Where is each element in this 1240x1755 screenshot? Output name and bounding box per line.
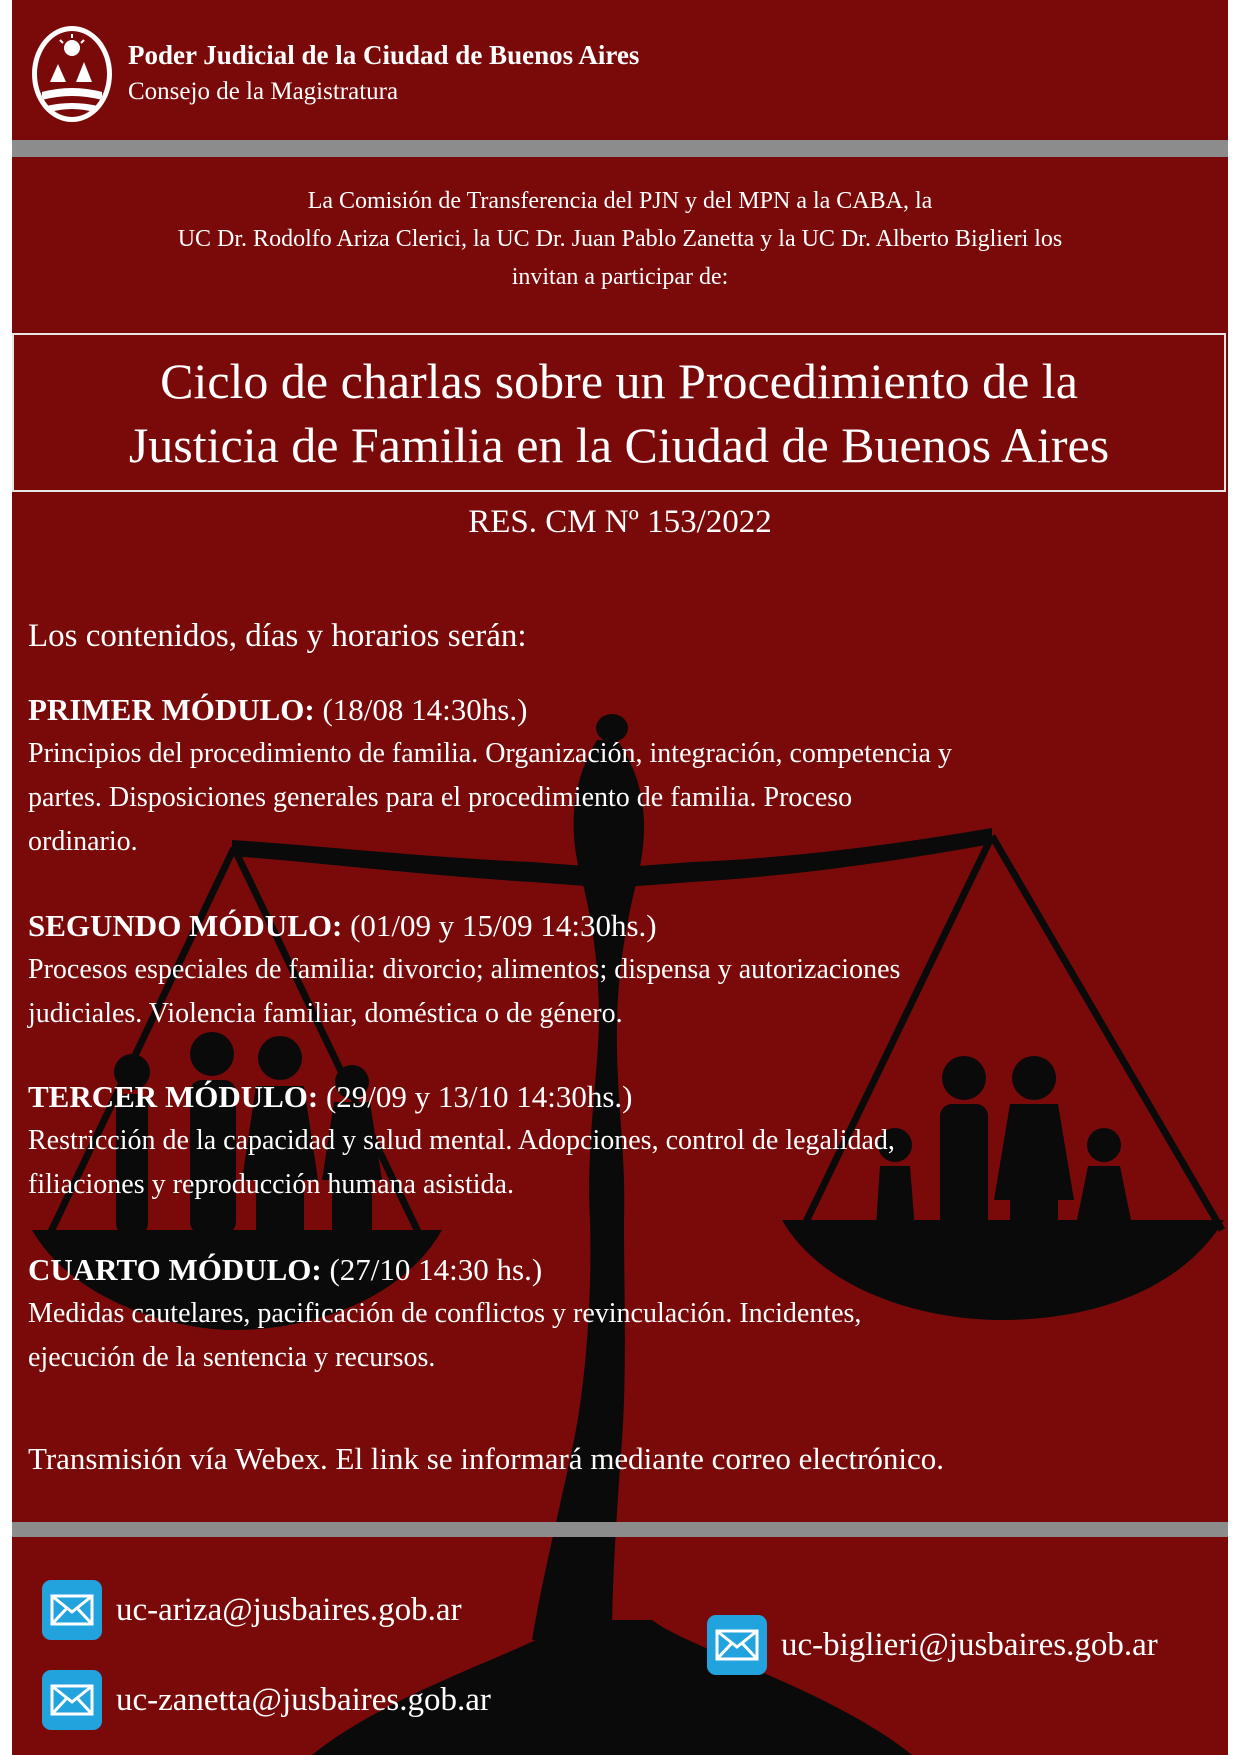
intro-line: La Comisión de Transferencia del PJN y del MPN a la CABA, la (307, 188, 933, 214)
module-3 (28, 1075, 1218, 1207)
module-desc-line: filiaciones y reproducción humana asistida. (28, 1169, 514, 1200)
top-divider (12, 140, 1228, 157)
module-name: TERCER MÓDULO: (28, 1079, 319, 1114)
module-date: (27/10 14:30 hs.) (321, 1252, 543, 1287)
title-line: Ciclo de charlas sobre un Procedimiento de la (160, 352, 1078, 409)
module-desc-line: judiciales. Violencia familiar, doméstica o de género. (28, 998, 623, 1029)
module-date: (29/09 y 13/10 14:30hs.) (318, 1079, 633, 1114)
schedule-lead: Los contenidos, días y horarios serán: (28, 618, 527, 654)
module-desc-line: ejecución de la sentencia y recursos. (28, 1342, 436, 1373)
email-link[interactable]: uc-zanetta@jusbaires.gob.ar (116, 1681, 491, 1718)
module-desc-line: Procesos especiales de familia: divorcio; alimentos; dispensa y autorizaciones (28, 954, 901, 985)
mail-icon (707, 1615, 767, 1675)
coat-of-arms-icon (28, 22, 116, 126)
resolution-number: RES. CM Nº 153/2022 (468, 504, 772, 540)
module-4 (28, 1248, 1218, 1380)
organization-name: Poder Judicial de la Ciudad de Buenos Aires (128, 40, 640, 70)
module-name: CUARTO MÓDULO: (28, 1252, 322, 1287)
mail-icon (42, 1670, 102, 1730)
module-1 (28, 688, 1218, 864)
contact-biglieri[interactable] (707, 1615, 1158, 1675)
intro-line: UC Dr. Rodolfo Ariza Clerici, la UC Dr. Juan Pablo Zanetta y la UC Dr. Alberto Biglieri los (177, 226, 1063, 252)
bottom-divider (12, 1522, 1228, 1537)
title-line: Justicia de Familia en la Ciudad de Buenos Aires (128, 416, 1110, 473)
invitation-poster (12, 0, 1228, 1755)
module-name: SEGUNDO MÓDULO: (28, 908, 343, 943)
module-2 (28, 904, 1218, 1036)
event-title (12, 333, 1226, 492)
organization-subtitle: Consejo de la Magistratura (128, 78, 399, 105)
intro-line: invitan a participar de: (511, 264, 729, 290)
email-link[interactable]: uc-biglieri@jusbaires.gob.ar (781, 1626, 1158, 1663)
email-link[interactable]: uc-ariza@jusbaires.gob.ar (116, 1591, 462, 1628)
intro-text (32, 182, 1208, 296)
mail-icon (42, 1580, 102, 1640)
module-date: (18/08 14:30hs.) (314, 692, 528, 727)
module-desc-line: Restricción de la capacidad y salud mental. Adopciones, control de legalidad, (28, 1125, 895, 1156)
contact-zanetta[interactable] (42, 1670, 491, 1730)
module-date: (01/09 y 15/09 14:30hs.) (342, 908, 657, 943)
module-desc-line: Principios del procedimiento de familia. Organización, integración, competencia y (28, 738, 952, 769)
module-desc-line: ordinario. (28, 826, 138, 857)
module-name: PRIMER MÓDULO: (28, 692, 315, 727)
module-desc-line: Medidas cautelares, pacificación de conflictos y revinculación. Incidentes, (28, 1298, 862, 1329)
module-desc-line: partes. Disposiciones generales para el procedimiento de familia. Proceso (28, 782, 853, 813)
transmission-note: Transmisión vía Webex. El link se informará mediante correo electrónico. (28, 1441, 945, 1476)
contact-ariza[interactable] (42, 1580, 462, 1640)
